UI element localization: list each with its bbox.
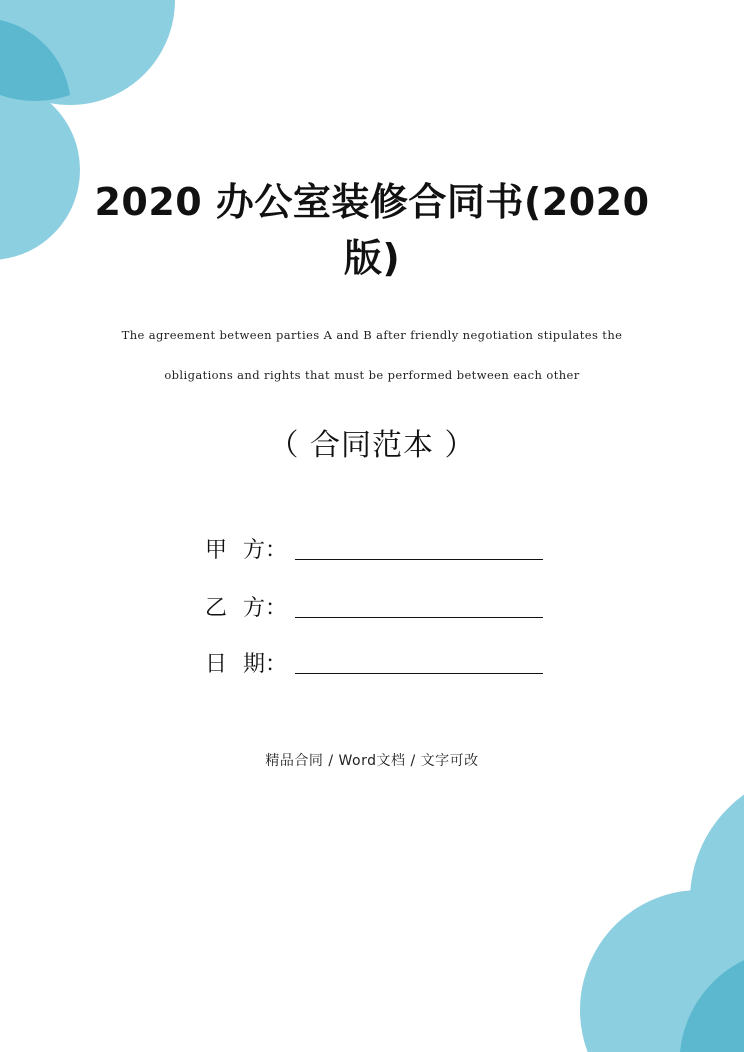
contract-category: （ 合同范本 ）: [268, 428, 476, 463]
party-a-field: [205, 534, 543, 564]
document-title-line1: 2020 办公室装修合同书(2020: [94, 180, 650, 224]
party-b-label: 乙 方：: [205, 596, 287, 621]
subtitle-line2: obligations and rights that must be performed between each other: [164, 368, 580, 382]
date-field: [205, 648, 543, 678]
date-label: 日 期：: [205, 652, 287, 677]
date-blank-line[interactable]: [295, 651, 543, 674]
party-b-field: [205, 592, 543, 622]
subtitle-line1: The agreement between parties A and B after friendly negotiation stipulates the: [121, 328, 623, 342]
document-title-line2: 版): [343, 236, 401, 280]
party-a-blank-line[interactable]: [295, 537, 543, 560]
footer-note: 精品合同 / Word文档 / 文字可改: [265, 753, 479, 769]
party-a-label: 甲 方：: [205, 538, 287, 563]
party-b-blank-line[interactable]: [295, 595, 543, 618]
